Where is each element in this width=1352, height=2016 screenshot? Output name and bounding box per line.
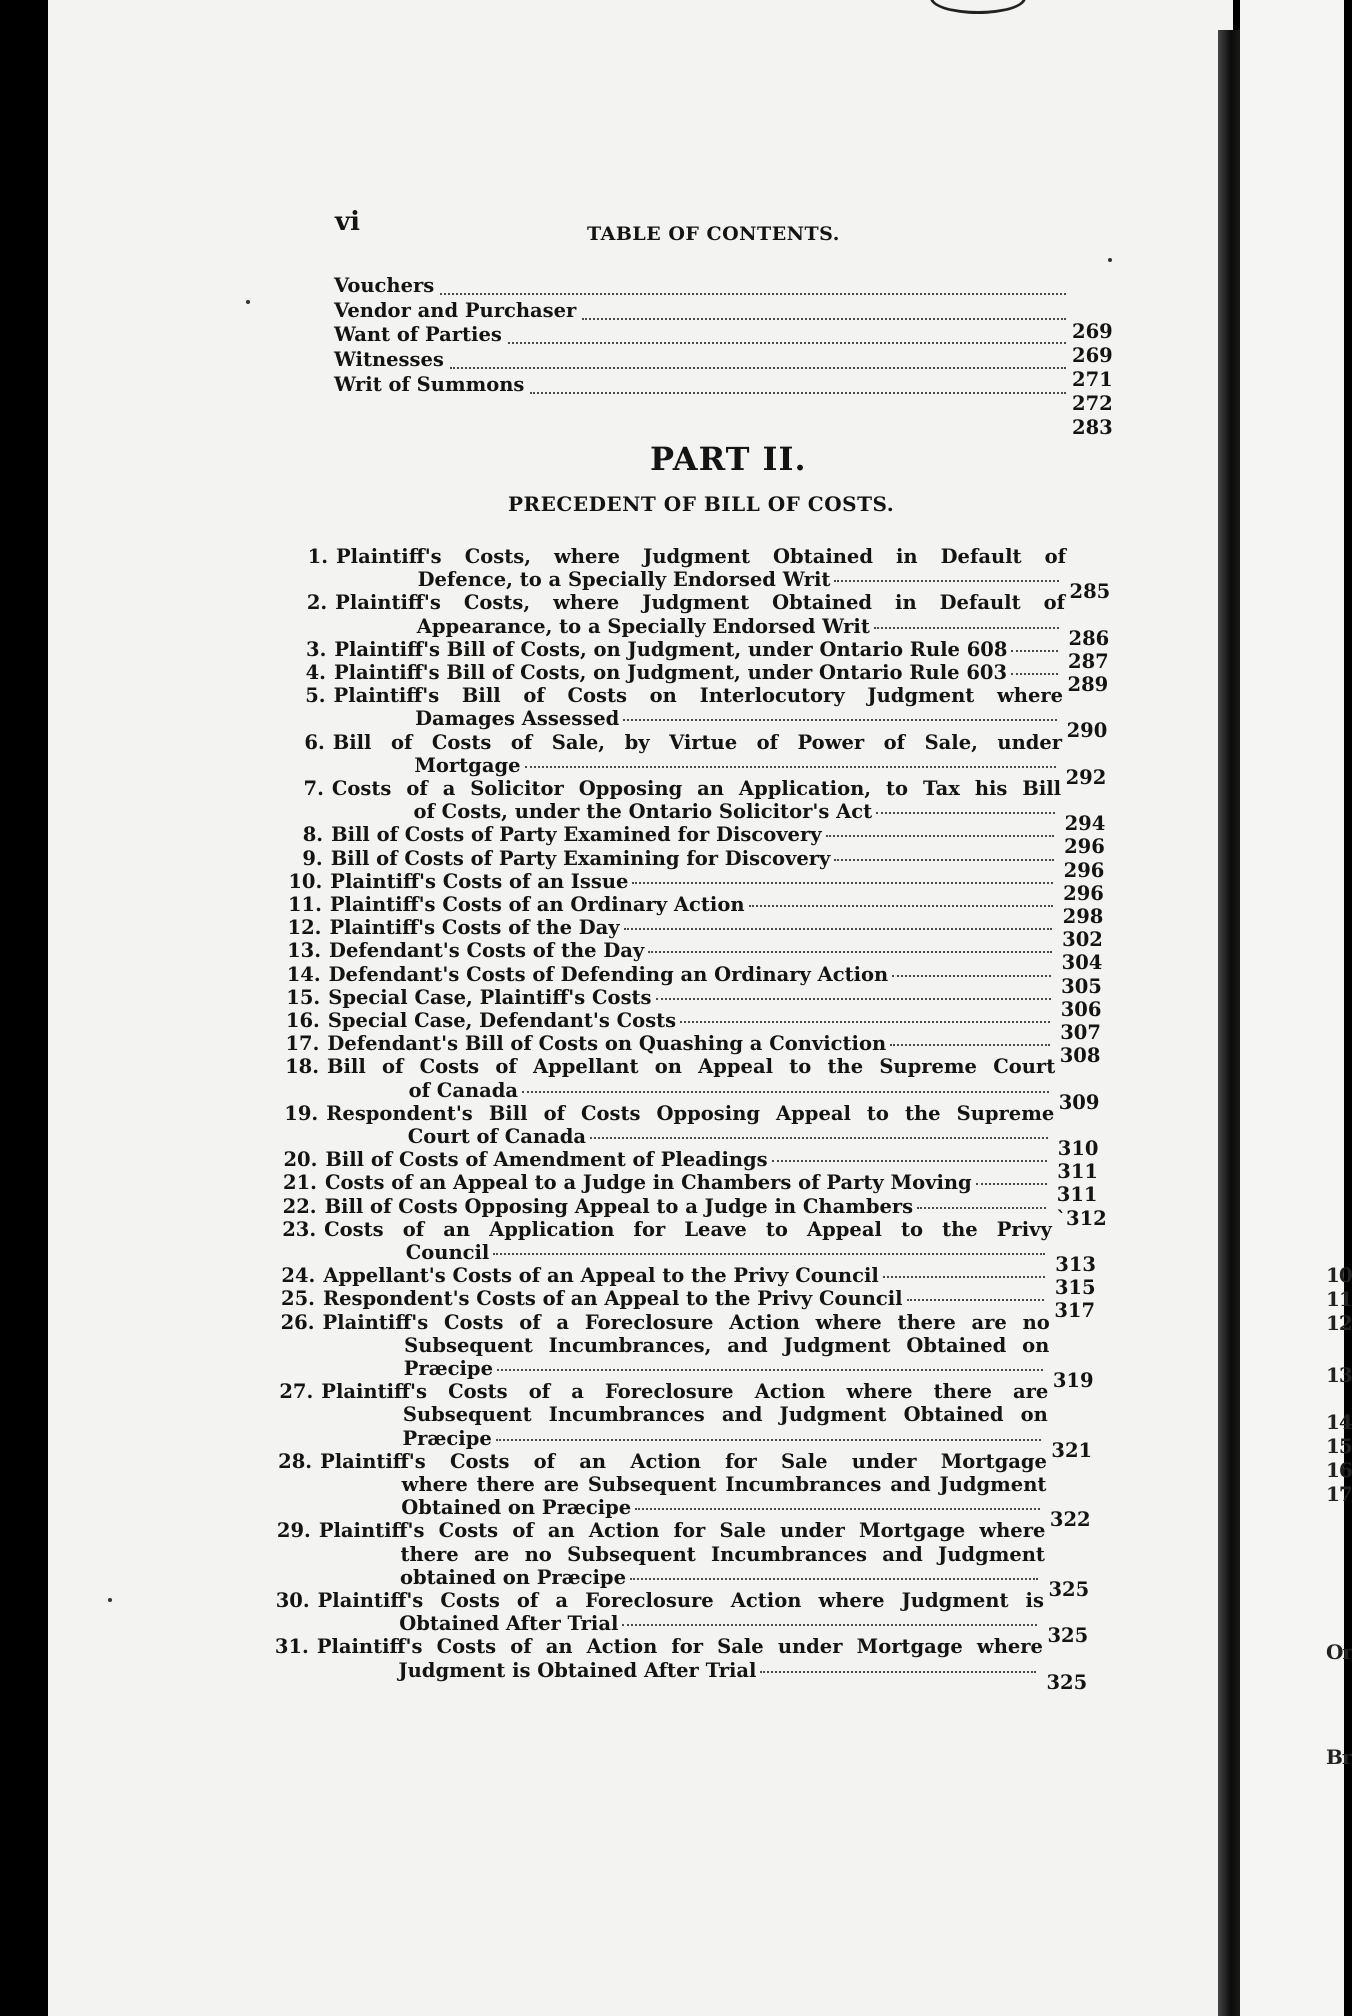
entry-title: Respondent's Costs of an Appeal to the Privy Council <box>322 1287 903 1311</box>
dotted-leader <box>907 1299 1045 1301</box>
entry-page-number: 296 <box>1063 858 1105 882</box>
dotted-leader <box>656 998 1051 1000</box>
adjacent-page-text: 16 <box>1326 1458 1352 1482</box>
entry-page-number: 305 <box>1061 974 1102 998</box>
entry-page-number: 315 <box>1054 1276 1096 1300</box>
entry-line-final <box>408 1125 1052 1148</box>
entry-number: 17. <box>285 1032 320 1056</box>
dotted-leader <box>976 1183 1047 1185</box>
entry-title: Subsequent Incumbrances, and Judgment Obtained on <box>404 1333 1050 1357</box>
entry-number: 9. <box>302 846 323 870</box>
index-entry-page: 269 <box>1072 344 1113 367</box>
dotted-leader <box>1011 650 1058 652</box>
entry-number: 1. <box>307 545 328 568</box>
entry-line-final <box>409 1079 1053 1102</box>
entry-page-number: 310 <box>1057 1137 1099 1160</box>
entry-page-number: `312 <box>1056 1206 1107 1230</box>
dotted-leader <box>635 1508 1040 1510</box>
dotted-leader <box>749 905 1053 907</box>
entry-page-number: 307 <box>1060 1021 1101 1044</box>
adjacent-page-text: 11 <box>1326 1287 1352 1311</box>
index-entry-label: Witnesses <box>334 348 444 371</box>
entry-number: 23. <box>282 1217 317 1241</box>
entry-page-number: 302 <box>1062 928 1103 952</box>
adjacent-page <box>1240 0 1344 2016</box>
entry-title: Plaintiff's Costs of an Ordinary Action <box>329 893 745 916</box>
dotted-leader <box>760 1671 1036 1673</box>
entry-number: 4. <box>305 661 326 684</box>
entry-page-number: 325 <box>1048 1577 1090 1601</box>
entry-page-number: 321 <box>1051 1438 1093 1462</box>
entry-page-number: 292 <box>1065 765 1107 789</box>
entry-page-number: 287 <box>1068 649 1109 673</box>
index-entry-page: 272 <box>1072 392 1113 415</box>
entry-number: 19. <box>284 1101 319 1125</box>
entry-title: Subsequent Incumbrances and Judgment Obtained on <box>402 1403 1048 1427</box>
entry-line-text <box>403 1403 1048 1426</box>
entry-line-final <box>404 1357 1047 1380</box>
entry-title: Costs of a Solicitor Opposing an Application, to Tax his Bill <box>331 777 1062 800</box>
entry-number: 16. <box>285 1009 320 1032</box>
entry-number: 27. <box>279 1380 314 1404</box>
entry-number: 3. <box>306 637 327 661</box>
entry-line-final <box>283 1171 1051 1194</box>
entry-line-final <box>418 568 1064 591</box>
entry-title: Præcipe <box>403 1357 493 1380</box>
index-entry-label: Want of Parties <box>334 323 502 346</box>
dotted-leader <box>525 766 1056 768</box>
adjacent-page-text: 12 <box>1326 1311 1352 1335</box>
entry-title: Plaintiff's Costs of an Action for Sale under Mortgage where <box>318 1519 1046 1543</box>
entry-title: Plaintiff's Bill of Costs, on Judgment, under Ontario Rule 603 <box>333 661 1008 684</box>
entry-line-text <box>275 1635 1043 1658</box>
entry-number: 29. <box>276 1519 311 1543</box>
entry-title: Special Case, Defendant's Costs <box>327 1009 677 1032</box>
entry-title: Costs of an Appeal to a Judge in Chambers of Party Moving <box>324 1171 972 1195</box>
entry-line-final <box>287 939 1056 962</box>
dotted-leader <box>632 882 1053 884</box>
entry-number: 20. <box>283 1148 318 1172</box>
dotted-leader <box>530 392 1066 394</box>
entry-title: Plaintiff's Costs, where Judgment Obtained in Default of <box>335 591 1065 615</box>
ink-speck <box>108 1598 112 1602</box>
entry-title: Præcipe <box>402 1426 492 1450</box>
entry-title: Plaintiff's Bill of Costs on Interlocutory Judgment where <box>333 684 1064 708</box>
entry-number: 25. <box>281 1287 315 1311</box>
adjacent-page-text: 10 <box>1326 1263 1352 1287</box>
dotted-leader <box>493 1253 1045 1255</box>
entry-title: of Costs, under the Ontario Solicitor's Act <box>413 800 873 824</box>
index-entry-page: 283 <box>1072 416 1113 439</box>
entry-title: Plaintiff's Costs of a Foreclosure Action where there are <box>321 1380 1049 1404</box>
entry-line-text <box>402 1473 1047 1496</box>
entry-page-number: 306 <box>1060 997 1102 1021</box>
entry-title: where there are Subsequent Incumbrances and Judgment <box>401 1473 1047 1496</box>
entry-line-final <box>398 1659 1040 1682</box>
running-head: TABLE OF CONTENTS. <box>587 223 840 245</box>
dotted-leader <box>834 580 1059 582</box>
entry-line-final <box>289 823 1058 846</box>
entry-line-final <box>289 847 1058 870</box>
entry-title: Bill of Costs of Party Examined for Discovery <box>331 823 822 847</box>
dotted-leader <box>508 342 1066 344</box>
dotted-leader <box>582 318 1066 320</box>
dotted-leader <box>496 1439 1042 1441</box>
entry-title: Obtained on Præcipe <box>401 1496 632 1520</box>
dotted-leader <box>630 1578 1038 1580</box>
entry-number: 8. <box>302 823 324 847</box>
adjacent-page-text: Or <box>1326 1640 1352 1664</box>
entry-page-number: 304 <box>1061 951 1103 975</box>
entry-line-final <box>283 1195 1051 1218</box>
entry-line-final <box>288 893 1057 916</box>
adjacent-page-text: 13 <box>1326 1363 1352 1387</box>
entry-number: 10. <box>288 869 323 893</box>
entry-title: Council <box>405 1241 490 1264</box>
entry-line-text <box>279 1380 1048 1403</box>
entry-line-text <box>290 777 1061 800</box>
entry-number: 30. <box>275 1589 310 1612</box>
entry-line-final <box>414 754 1059 777</box>
entry-title: Special Case, Plaintiff's Costs <box>328 985 652 1009</box>
entry-line-final <box>281 1287 1048 1310</box>
entry-title: Plaintiff's Costs of a Foreclosure Action where Judgment is <box>317 1589 1044 1612</box>
entry-page-number: 308 <box>1059 1044 1101 1068</box>
ink-speck <box>246 300 250 304</box>
dotted-leader <box>890 1044 1050 1046</box>
adjacent-page-text: 17 <box>1326 1482 1352 1506</box>
dotted-leader <box>772 1160 1048 1162</box>
entry-line-text <box>400 1543 1044 1566</box>
entry-title: Defendant's Costs of Defending an Ordinary Action <box>328 962 889 986</box>
entry-number: 12. <box>287 916 322 940</box>
index-entry-label: Vouchers <box>334 274 435 297</box>
entry-title: Defendant's Bill of Costs on Quashing a Conviction <box>327 1032 887 1056</box>
entry-line-final <box>401 1496 1044 1519</box>
entry-page-number: 311 <box>1056 1183 1098 1207</box>
index-entry-label: Vendor and Purchaser <box>334 299 577 322</box>
entry-title: Bill of Costs of Appellant on Appeal to the Supreme Court <box>327 1055 1056 1079</box>
entry-line-text <box>294 545 1066 568</box>
entry-page-number: 309 <box>1058 1090 1100 1114</box>
adjacent-page-text: Br <box>1326 1745 1352 1769</box>
entry-page-number: 286 <box>1068 626 1110 650</box>
entry-title: Respondent's Bill of Costs Opposing Appeal to the Supreme <box>326 1101 1055 1125</box>
dotted-leader <box>834 859 1053 861</box>
entry-line-text <box>284 1102 1054 1125</box>
dotted-leader <box>648 951 1051 953</box>
entry-line-text <box>277 1519 1046 1542</box>
entry-line-final <box>283 1148 1051 1171</box>
entry-number: 26. <box>280 1310 315 1334</box>
entry-title: Plaintiff's Costs, where Judgment Obtained in Default of <box>336 545 1066 568</box>
entry-line-final <box>287 963 1056 986</box>
entry-page-number: 319 <box>1052 1369 1094 1392</box>
dotted-leader <box>874 627 1059 629</box>
index-entry-page: 269 <box>1072 320 1113 343</box>
entry-line-final <box>414 800 1059 823</box>
entry-page-number: 317 <box>1054 1299 1096 1323</box>
entry-line-final <box>292 661 1062 684</box>
entry-number: 5. <box>305 684 326 708</box>
entry-number: 13. <box>287 939 322 963</box>
entry-page-number: 290 <box>1066 719 1108 743</box>
entry-line-text <box>282 1218 1052 1241</box>
entry-page-number: 296 <box>1064 835 1105 859</box>
adjacent-page-text: 14 <box>1326 1410 1352 1434</box>
entry-page-number: 313 <box>1055 1253 1097 1276</box>
entry-title: obtained on Præcipe <box>400 1565 626 1589</box>
entry-title: Plaintiff's Costs of a Foreclosure Action where there are no <box>322 1310 1050 1334</box>
entry-line-text <box>291 731 1062 754</box>
entry-line-final <box>281 1264 1048 1287</box>
entry-title: Bill of Costs of Sale, by Virtue of Power of Sale, under <box>332 730 1063 754</box>
dotted-leader <box>892 975 1051 977</box>
dotted-leader <box>622 1624 1037 1626</box>
entry-title: Defendant's Costs of the Day <box>329 939 645 963</box>
entry-title: Bill of Costs of Party Examining for Discovery <box>330 846 831 870</box>
dotted-leader <box>440 293 1066 295</box>
entry-title: Costs of an Application for Leave to Appeal to the Privy <box>324 1217 1052 1241</box>
entry-title: Plaintiff's Costs of the Day <box>329 916 620 940</box>
entry-line-final <box>288 870 1057 893</box>
entry-line-text <box>285 1055 1055 1078</box>
index-entry-page: 271 <box>1072 368 1113 391</box>
entry-title: Obtained After Trial <box>399 1612 619 1636</box>
entry-number: 11. <box>287 893 322 916</box>
entry-line-final <box>292 638 1062 661</box>
index-entry-label: Writ of Summons <box>334 373 525 396</box>
entry-page-number: 285 <box>1069 580 1111 604</box>
entry-number: 21. <box>283 1171 317 1195</box>
adjacent-page-text: 15 <box>1326 1434 1352 1458</box>
entry-line-text <box>293 591 1065 614</box>
section-title: PRECEDENT OF BILL OF COSTS. <box>508 492 895 516</box>
dotted-leader <box>590 1137 1048 1139</box>
entry-page-number: 311 <box>1057 1160 1098 1184</box>
entry-number: 15. <box>286 985 321 1009</box>
entry-title: Judgment is Obtained After Trial <box>398 1658 757 1682</box>
entry-title: Plaintiff's Costs of an Action for Sale under Mortgage where <box>316 1635 1043 1659</box>
entry-title: Damages Assessed <box>415 707 620 731</box>
entry-page-number: 296 <box>1063 881 1104 905</box>
book-spine <box>1218 30 1240 2016</box>
entry-page-number: 294 <box>1064 812 1106 836</box>
entry-line-final <box>287 916 1056 939</box>
entry-title: Appellant's Costs of an Appeal to the Privy Council <box>323 1264 879 1288</box>
dotted-leader <box>624 928 1053 930</box>
dotted-leader <box>497 1369 1043 1371</box>
entry-line-final <box>286 986 1054 1009</box>
entry-page-number: 325 <box>1046 1670 1088 1694</box>
dotted-leader <box>522 1091 1049 1093</box>
dotted-leader <box>883 1276 1045 1278</box>
entry-title: Mortgage <box>414 753 521 777</box>
entry-page-number: 289 <box>1067 673 1109 696</box>
entry-number: 22. <box>282 1194 317 1218</box>
page-number: vi <box>335 207 360 237</box>
entry-title: Plaintiff's Bill of Costs, on Judgment, under Ontario Rule 608 <box>334 637 1008 661</box>
entry-title: Bill of Costs of Amendment of Pleadings <box>325 1148 768 1172</box>
entry-page-number: 322 <box>1049 1508 1091 1532</box>
entry-title: Bill of Costs Opposing Appeal to a Judge in Chambers <box>324 1194 914 1218</box>
dotted-leader <box>826 835 1055 837</box>
entry-line-text <box>292 684 1064 707</box>
entry-title: of Canada <box>408 1078 519 1102</box>
ink-speck <box>1108 258 1112 262</box>
entry-number: 18. <box>285 1055 320 1079</box>
entry-page-number: 298 <box>1062 905 1104 928</box>
entry-line-final <box>399 1612 1041 1635</box>
entry-number: 6. <box>304 730 325 754</box>
entry-line-final <box>285 1032 1053 1055</box>
entry-line-final <box>402 1427 1045 1450</box>
dotted-leader <box>450 367 1066 369</box>
entry-number: 31. <box>274 1635 309 1659</box>
entry-title: there are no Subsequent Incumbrances and Judgment <box>400 1542 1045 1566</box>
entry-title: Appearance, to a Specially Endorsed Writ <box>416 614 870 638</box>
part-title: PART II. <box>650 440 807 478</box>
dotted-leader <box>623 719 1056 721</box>
entry-line-text <box>404 1334 1049 1357</box>
entry-line-final <box>406 1241 1050 1264</box>
entry-number: 28. <box>278 1449 313 1473</box>
entry-number: 2. <box>306 591 328 615</box>
entry-number: 7. <box>303 777 324 800</box>
entry-page-number: 325 <box>1047 1624 1089 1648</box>
entry-line-text <box>281 1311 1050 1334</box>
dotted-leader <box>680 1021 1050 1023</box>
entry-line-final <box>417 615 1063 638</box>
entry-title: Defence, to a Specially Endorsed Writ <box>417 568 831 592</box>
entry-line-final <box>286 1009 1054 1032</box>
dotted-leader <box>917 1207 1046 1209</box>
dotted-leader <box>1011 673 1058 675</box>
entry-number: 14. <box>286 962 321 986</box>
entry-title: Court of Canada <box>407 1125 586 1148</box>
entry-line-text <box>276 1589 1044 1612</box>
entry-line-text <box>278 1450 1047 1473</box>
entry-title: Plaintiff's Costs of an Action for Sale under Mortgage <box>320 1449 1047 1473</box>
entry-number: 24. <box>281 1264 316 1288</box>
dotted-leader <box>876 812 1055 814</box>
entry-title: Plaintiff's Costs of an Issue <box>330 869 629 893</box>
entry-line-final <box>415 707 1060 730</box>
entry-line-final <box>400 1566 1042 1589</box>
